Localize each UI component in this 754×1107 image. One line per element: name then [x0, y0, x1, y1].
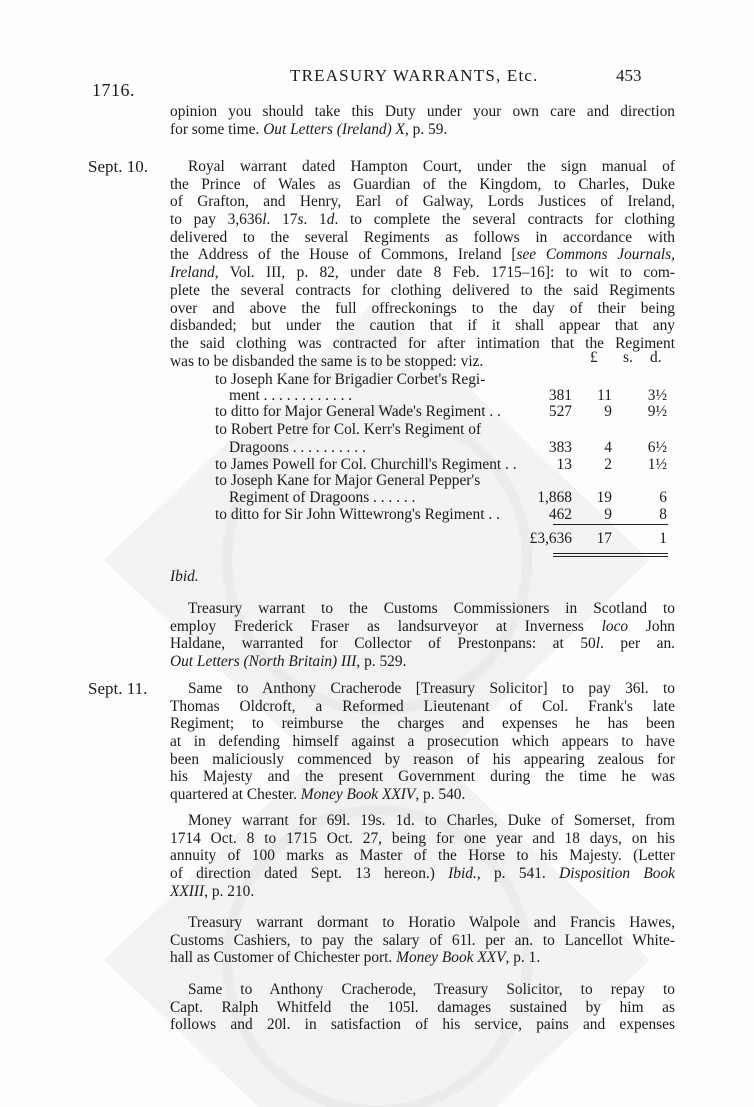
table-row: to Robert Petre for Col. Kerr's Regiment of: [215, 421, 482, 438]
paragraph-customs-scotland: Treasury warrant to the Customs Commissioners in Scotland to employ Frederick Fraser as landsurveyor at Inverness loco John Haldane, warranted for Collector of Prestonpans: at 50l. per an. Out Letters (North Britain) III, p. 529.: [170, 600, 675, 671]
table-row: Regiment of Dragoons . . . . . . 1,868 19 6: [229, 489, 667, 506]
ibid-reference: Ibid.: [170, 568, 199, 585]
page-number: 453: [616, 66, 642, 85]
table-row: to ditto for Sir John Wittewrong's Regiment . . 462 9 8: [215, 506, 667, 523]
sum-rule: [553, 524, 668, 525]
table-row: to Joseph Kane for Major General Pepper's: [215, 472, 481, 489]
table-total: £3,636 17 1: [529, 530, 667, 547]
paragraph-continued: opinion you should take this Duty under your own care and direction for some time. Out Letters (Ireland) X, p. 59.: [170, 103, 675, 138]
paragraph-royal-warrant: Royal warrant dated Hampton Court, under the sign manual of the Prince of Wales as Guardian of the Kingdom, to Charles, Duke of Grafton, and Henry, Earl of Galway, Lords Justices of Ireland, to pay 3,636l. 17s. 1d. to complete the several contracts for clothing delivered to the several Regiments as follows in accordance with the Address of the House of Commons, Ireland [see Commons Journals, Ireland, Vol. III, p. 82, under date 8 Feb. 1715–16]: to wit to com- plete the several contracts for clothing delivered to the said Regiments over and above the full offreckonings to the day of their being disbanded; but under the caution that if it shall appear that any the said clothing was contracted for after intimation that the Regiment was to be disbanded the same is to be stopped: viz.: [170, 158, 676, 370]
pence-header: d.: [650, 349, 662, 366]
table-row: to James Powell for Col. Churchill's Regiment . . 13 2 1½: [215, 456, 667, 473]
shillings-header: s.: [623, 349, 633, 366]
table-row: to Joseph Kane for Brigadier Corbet's Regi-: [215, 371, 486, 388]
table-row: ment . . . . . . . . . . . . 381 11 3½: [229, 387, 667, 404]
margin-date-sept-11: Sept. 11.: [88, 679, 148, 698]
total-rule: [553, 553, 668, 554]
table-row: Dragoons . . . . . . . . . . 383 4 6½: [229, 439, 667, 456]
paragraph-walpole-hawes: Treasury warrant dormant to Horatio Walpole and Francis Hawes, Customs Cashiers, to pay the salary of 61l. per an. to Lancellot White- hall as Customer of Chichester port. Money Book XXV, p. 1.: [170, 914, 675, 967]
pounds-header: £: [590, 349, 598, 366]
margin-year: 1716.: [92, 80, 135, 100]
running-title: TREASURY WARRANTS, Etc.: [290, 66, 539, 85]
margin-date-sept-10: Sept. 10.: [88, 157, 148, 176]
paragraph-somerset: Money warrant for 69l. 19s. 1d. to Charles, Duke of Somerset, from 1714 Oct. 8 to 1715 Oct. 27, being for one year and 18 days, on his annuity of 100 marks as Master of the Horse to his Majesty. (Letter of direction dated Sept. 13 hereon.) Ibid., p. 541. Disposition Book XXIII, p. 210.: [170, 812, 675, 900]
table-row: to ditto for Major General Wade's Regiment . . 527 9 9½: [215, 403, 667, 420]
paragraph-cracherode-oldcroft: Same to Anthony Cracherode [Treasury Solicitor] to pay 36l. to Thomas Oldcroft, a Reformed Lieutenant of Col. Frank's late Regiment; to reimburse the charges and expenses he has been at in defending himself against a prosecution which appears to have been maliciously commenced by reason of his appearing zealous for his Majesty and the present Government during the time he was quartered at Chester. Money Book XXIV, p. 540.: [170, 680, 675, 804]
total-rule-double: [553, 556, 668, 557]
paragraph-whitfeld: Same to Anthony Cracherode, Treasury Solicitor, to repay to Capt. Ralph Whitfeld the 105l. damages sustained by him as follows and 20l. in satisfaction of his service, pains and expenses: [170, 981, 675, 1034]
